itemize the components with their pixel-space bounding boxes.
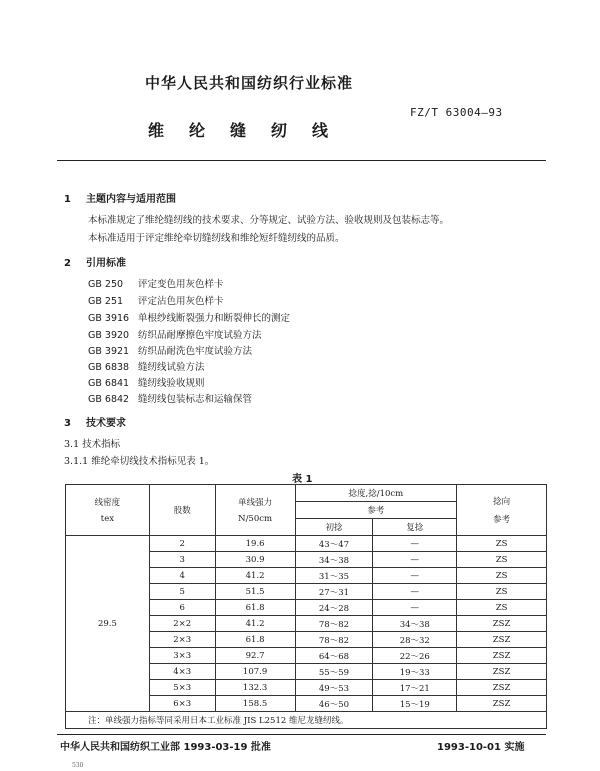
density-value-cell: 29.5 (66, 536, 150, 712)
reference-code: GB 3921 (88, 346, 130, 357)
reference-title: 纺织品耐摩擦色牢度试验方法 (138, 330, 262, 341)
strength-cell: 41.2 (215, 568, 295, 584)
second-twist-cell: 15～19 (373, 696, 457, 712)
second-twist-cell: — (373, 568, 457, 584)
subsection-3-1: 3.1 技术指标 (64, 439, 121, 450)
first-twist-cell: 49～53 (295, 680, 373, 696)
col-header-density (66, 485, 150, 536)
strength-cell: 107.9 (215, 664, 295, 680)
reference-item (88, 391, 252, 405)
plies-cell: 2 (149, 536, 215, 552)
reference-item (88, 276, 224, 290)
section-1-number: 1 (64, 194, 71, 205)
strength-label: 单线强力 (238, 498, 273, 508)
strength-cell: 61.8 (215, 600, 295, 616)
col-header-strength (215, 485, 295, 536)
first-twist-cell: 78～82 (295, 616, 373, 632)
reference-title: 评定沾色用灰色样卡 (138, 296, 224, 307)
plies-cell: 3 (149, 552, 215, 568)
reference-code: GB 250 (88, 279, 124, 290)
table-row (66, 536, 547, 552)
density-label: 线密度 (94, 498, 121, 508)
plies-cell: 5×3 (149, 680, 215, 696)
plies-cell: 6 (149, 600, 215, 616)
plies-cell: 4 (149, 568, 215, 584)
direction-cell: ZSZ (457, 696, 547, 712)
reference-title: 单根纱线断裂强力和断裂伸长的测定 (138, 313, 291, 324)
plies-cell: 2×3 (149, 632, 215, 648)
strength-cell: 132.3 (215, 680, 295, 696)
direction-label: 捻向 (493, 497, 511, 507)
section-3-heading (64, 414, 126, 429)
direction-cell: ZSZ (457, 664, 547, 680)
reference-title: 缝纫线包装标志和运输保管 (138, 394, 253, 405)
strength-cell: 61.8 (215, 632, 295, 648)
reference-item (88, 293, 224, 307)
col-header-direction (457, 485, 547, 536)
reference-item (88, 375, 205, 389)
first-twist-cell: 31～35 (295, 568, 373, 584)
direction-cell: ZSZ (457, 632, 547, 648)
first-twist-cell: 43～47 (295, 536, 373, 552)
strength-cell: 158.5 (215, 696, 295, 712)
reference-code: GB 3920 (88, 330, 130, 341)
direction-ref-label: 参考 (493, 515, 511, 525)
document-title: 维纶缝纫线 (148, 121, 354, 140)
reference-item (88, 343, 252, 357)
direction-cell: ZS (457, 584, 547, 600)
first-twist-cell: 34～38 (295, 552, 373, 568)
page-number: 530 (72, 762, 84, 769)
direction-cell: ZSZ (457, 648, 547, 664)
strength-cell: 19.6 (215, 536, 295, 552)
direction-cell: ZS (457, 600, 547, 616)
density-unit: tex (100, 514, 115, 524)
reference-code: GB 6838 (88, 362, 130, 373)
direction-cell: ZS (457, 536, 547, 552)
footer-divider (57, 734, 546, 735)
first-twist-cell: 46～50 (295, 696, 373, 712)
second-twist-cell: 22～26 (373, 648, 457, 664)
plies-cell: 5 (149, 584, 215, 600)
direction-cell: ZS (457, 552, 547, 568)
section-1-heading (64, 190, 176, 205)
second-twist-cell: 34～38 (373, 616, 457, 632)
second-twist-cell: 28～32 (373, 632, 457, 648)
reference-title: 缝纫线试验方法 (138, 362, 205, 373)
plies-cell: 2×2 (149, 616, 215, 632)
reference-title: 纺织品耐洗色牢度试验方法 (138, 346, 253, 357)
reference-code: GB 6841 (88, 378, 130, 389)
col-header-twist: 捻度,捻/10cm (295, 485, 457, 502)
strength-cell: 41.2 (215, 616, 295, 632)
first-twist-cell: 64～68 (295, 648, 373, 664)
second-twist-cell: — (373, 536, 457, 552)
reference-code: GB 3916 (88, 313, 130, 324)
table-1 (65, 484, 547, 729)
section-2-heading (64, 254, 126, 269)
direction-cell: ZS (457, 568, 547, 584)
section-1-title: 主题内容与适用范围 (86, 194, 176, 205)
second-twist-cell: — (373, 552, 457, 568)
section-2-title: 引用标准 (86, 258, 126, 269)
second-twist-cell: 17～21 (373, 680, 457, 696)
reference-code: GB 6842 (88, 394, 130, 405)
implementation-date: 1993-10-01 实施 (437, 742, 525, 753)
first-twist-cell: 27～31 (295, 584, 373, 600)
section-1-paragraph-1: 本标准规定了维纶缝纫线的技术要求、分等规定、试验方法、验收规则及包装标志等。 (88, 215, 450, 226)
standard-number: FZ/T 63004—93 (410, 106, 503, 119)
reference-title: 缝纫线验收规则 (138, 378, 205, 389)
strength-cell: 92.7 (215, 648, 295, 664)
plies-cell: 4×3 (149, 664, 215, 680)
header-divider (57, 160, 546, 161)
section-3-number: 3 (64, 418, 71, 429)
section-2-number: 2 (64, 258, 71, 269)
col-header-second-twist: 复捻 (373, 519, 457, 536)
table-note: 注：单线强力指标等同采用日本工业标准 JIS L2512 维尼龙缝纫线。 (66, 712, 547, 729)
reference-code: GB 251 (88, 296, 124, 307)
first-twist-cell: 78～82 (295, 632, 373, 648)
reference-item (88, 359, 205, 373)
table-1-caption: 表 1 (292, 474, 313, 485)
reference-title: 评定变色用灰色样卡 (138, 279, 224, 290)
col-header-first-twist: 初捻 (295, 519, 373, 536)
direction-cell: ZSZ (457, 680, 547, 696)
second-twist-cell: — (373, 600, 457, 616)
second-twist-cell: — (373, 584, 457, 600)
strength-cell: 30.9 (215, 552, 295, 568)
first-twist-cell: 24～28 (295, 600, 373, 616)
plies-cell: 6×3 (149, 696, 215, 712)
reference-item (88, 327, 262, 341)
strength-unit: N/50cm (238, 514, 273, 524)
ministry-standard-title: 中华人民共和国纺织行业标准 (145, 74, 354, 92)
section-3-title: 技术要求 (86, 418, 126, 429)
section-1-paragraph-2: 本标准适用于评定维纶牵切缝纫线和维纶短纤缝纫线的品质。 (88, 233, 345, 244)
reference-item (88, 310, 290, 324)
col-header-plies: 股数 (149, 485, 215, 536)
approval-line: 中华人民共和国纺织工业部 1993-03-19 批准 (60, 742, 271, 753)
subsection-3-1-1: 3.1.1 维纶牵切线技术指标见表 1。 (64, 456, 215, 467)
col-header-reference: 参考 (295, 502, 457, 519)
plies-cell: 3×3 (149, 648, 215, 664)
second-twist-cell: 19～33 (373, 664, 457, 680)
strength-cell: 51.5 (215, 584, 295, 600)
direction-cell: ZSZ (457, 616, 547, 632)
first-twist-cell: 55～59 (295, 664, 373, 680)
